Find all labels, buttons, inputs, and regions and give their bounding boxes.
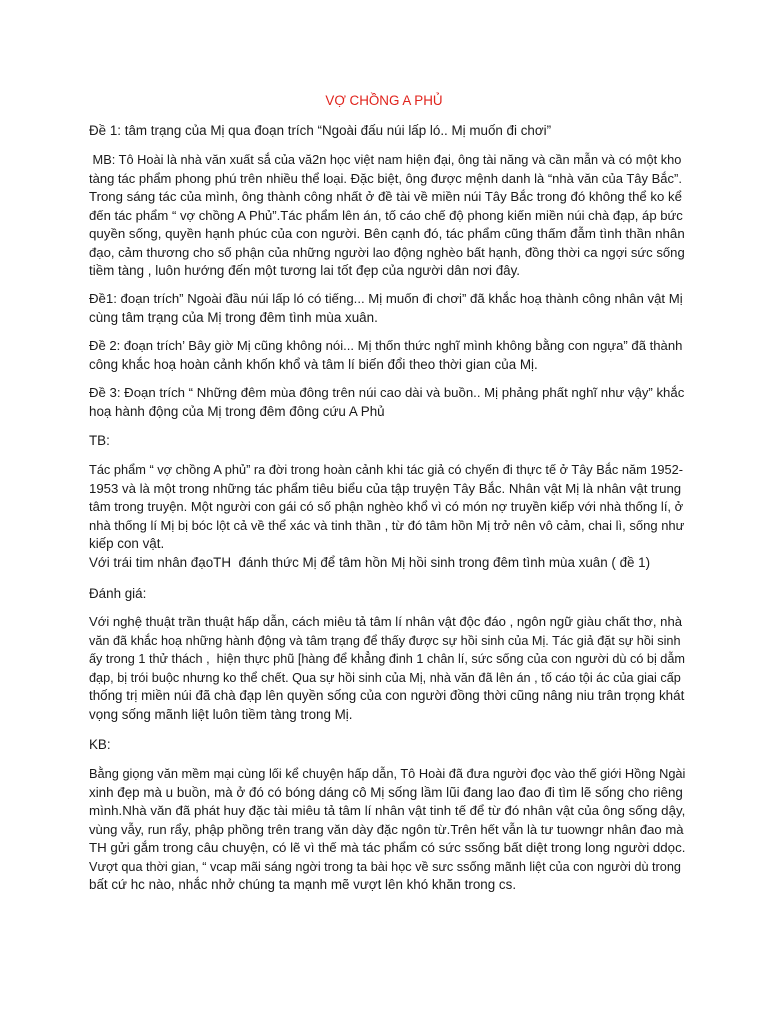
danhgia-heading bbox=[89, 585, 681, 604]
text-line: Vượt qua thời gian, “ vcap mãi sáng ngời trong ta bài học về sưc ssống mãnh liệt của con người dù trong bbox=[89, 859, 681, 874]
text-line: đạp, bị trói buộc nhưng ko thể chết. Qua sự hồi sinh của Mị, nhà văn đã lên án , tố cáo tội ác của giai cấp bbox=[89, 670, 681, 685]
de1-heading bbox=[89, 122, 681, 141]
kb-heading bbox=[89, 736, 681, 755]
text-line: tiềm tàng , luôn hướng đến một tương lai tốt đẹp của người dân nơi đây. bbox=[89, 263, 521, 278]
text-line: cùng tâm trạng của Mị trong đêm tình mùa xuân. bbox=[89, 309, 378, 325]
de2-paragraph bbox=[89, 337, 681, 374]
text-line: nhà thống lí Mị bị bóc lột cả về thể xác và tinh thần , từ đó tâm hồn Mị trở nên vô cảm, chai lì, sống như bbox=[89, 517, 685, 533]
text-line: Đề 2: đoạn trích’ Bây giờ Mị cũng không nói... Mị thốn thức nghĩ mình không bằng con ngựa” đã thành bbox=[89, 338, 683, 353]
text-line: kiếp con vật. bbox=[89, 536, 165, 551]
text-line: Đề1: đoạn trích” Ngoài đầu núi lấp ló có tiếng... Mị muốn đi chơi” đã khắc hoạ thành công nhân vật Mị bbox=[89, 291, 683, 306]
text-line: tâm trong truyện. Một người con gái có số phận nghèo khổ vì có món nợ truyền kiếp với nhà thống lí, ở bbox=[89, 499, 684, 514]
text-line: TH gửi gắm trong câu chuyện, có lẽ vì thế mà tác phẩm có sức ssống bất diệt trong long người ddọc. bbox=[89, 840, 686, 855]
text-line: Tác phẩm “ vợ chồng A phủ” ra đời trong hoàn cảnh khi tác giả có chyến đi thực tế ở Tây Bắc năm 1952- bbox=[89, 462, 684, 477]
text-line: Bằng giọng văn mềm mại cùng lối kể chuyện hấp dẫn, Tô Hoài đã đưa người đọc vào thế giới Hồng Ngài bbox=[89, 766, 686, 781]
text-line: thống trị miền núi đã chà đạp lên quyền sống của con người đồng thời cũng nâng niu trân trọng khát bbox=[89, 688, 685, 703]
text-line: KB: bbox=[89, 737, 111, 752]
text-line: Trong sáng tác của mình, ông thành công nhất ở đề tài về miền núi Tây Bắc trong đó không thể ko kể bbox=[89, 189, 682, 204]
text-line: Với nghệ thuật trần thuật hấp dẫn, cách miêu tả tâm lí nhân vật độc đáo , ngôn ngữ giàu chất thơ, nhà bbox=[89, 614, 683, 629]
page-title: VỢ CHỒNG A PHỦ bbox=[325, 93, 443, 108]
text-line: quyền sống, quyền hạnh phúc của con người. Bên cạnh đó, tác phẩm cũng thấm đẫm tình thần nhân bbox=[89, 226, 685, 241]
danhgia-paragraph bbox=[89, 613, 685, 724]
text-line: công khắc hoạ hoàn cảnh khốn khổ và tâm lí biến đổi theo thời gian của Mị. bbox=[89, 356, 538, 372]
kb-paragraph bbox=[89, 765, 686, 895]
text-line: bất cứ hc nào, nhắc nhở chúng ta mạnh mẽ vượt lên khó khăn trong cs. bbox=[89, 877, 517, 892]
text-line: ấy trong 1 thử thách , hiện thực phũ [hàng để khẳng đinh 1 chân lí, sức sống của con người dù có bị dẫm bbox=[89, 652, 685, 666]
de1b-paragraph bbox=[89, 290, 681, 327]
text-line: 1953 và là một trong những tác phẩm tiêu biểu của tập truyện Tây Bắc. Nhân vật Mị là nhân vật trung bbox=[89, 480, 682, 496]
text-line: hoạ hành động của Mị trong đêm đông cứu A Phủ bbox=[89, 403, 385, 419]
text-line: Đề 3: Đoạn trích “ Những đêm mùa đông trên núi cao dài và buồn.. Mị phảng phất nghĩ như vậy” khắc bbox=[89, 385, 685, 400]
tb-heading bbox=[89, 432, 681, 451]
text-line: văn đã khắc hoạ những hành động và tâm trạng để thấy được sự hồi sinh của Mị. Tác giả đặt sự hồi sinh bbox=[89, 633, 681, 648]
text-line: đến tác phẩm “ vợ chồng A Phủ”.Tác phẩm lên án, tố cáo chế độ phong kiến miền núi chà đạp, áp bức bbox=[89, 207, 683, 223]
text-line: Với trái tim nhân đạoTH đánh thức Mị để tâm hồn Mị hồi sinh trong đêm tình mùa xuân ( đề 1) bbox=[89, 554, 651, 570]
text-line: tàng tác phẩm phong phú trên nhiều thể loại. Đặc biệt, ông được mệnh danh là “nhà văn của Tây Bắc”. bbox=[89, 170, 682, 186]
de3-paragraph bbox=[89, 384, 685, 421]
text-line: vọng sống mãnh liệt luôn tiềm tàng trong Mị. bbox=[89, 706, 353, 722]
text-line: mình.Nhà văn đã phát huy đặc tài miêu tả tâm lí nhân vật tinh tế để từ đó nhân vật của ông sống dậy, bbox=[89, 803, 686, 818]
text-line: Đề 1: tâm trạng của Mị qua đoạn trích “Ngoài đấu núi lấp ló.. Mị muốn đi chơi” bbox=[89, 123, 552, 138]
text-line: xinh đẹp mà u buồn, mà ở đó có bóng dáng cô Mị sống lầm lũi đang lao đao đi tìm lẽ sống cho riêng bbox=[89, 784, 683, 800]
text-line: đạo, cảm thương cho số phận của những người lao động nghèo bất hạnh, đồng thời ca ngợi sức sống bbox=[89, 244, 685, 260]
text-line: MB: Tô Hoài là nhà văn xuất sắ của vă2n học việt nam hiện đại, ông tài năng và cần mẫn và có một kho bbox=[89, 152, 682, 167]
text-line: TB: bbox=[89, 433, 110, 448]
tb-paragraph bbox=[89, 461, 685, 572]
text-line: vùng vẫy, run rẩy, phập phồng trên trang văn dày đặc ngôn từ.Trên hết vẫn là tư tuowngr nhân đao mà bbox=[89, 821, 684, 837]
text-line: Đánh giá: bbox=[89, 586, 147, 601]
mb-paragraph bbox=[89, 151, 685, 281]
